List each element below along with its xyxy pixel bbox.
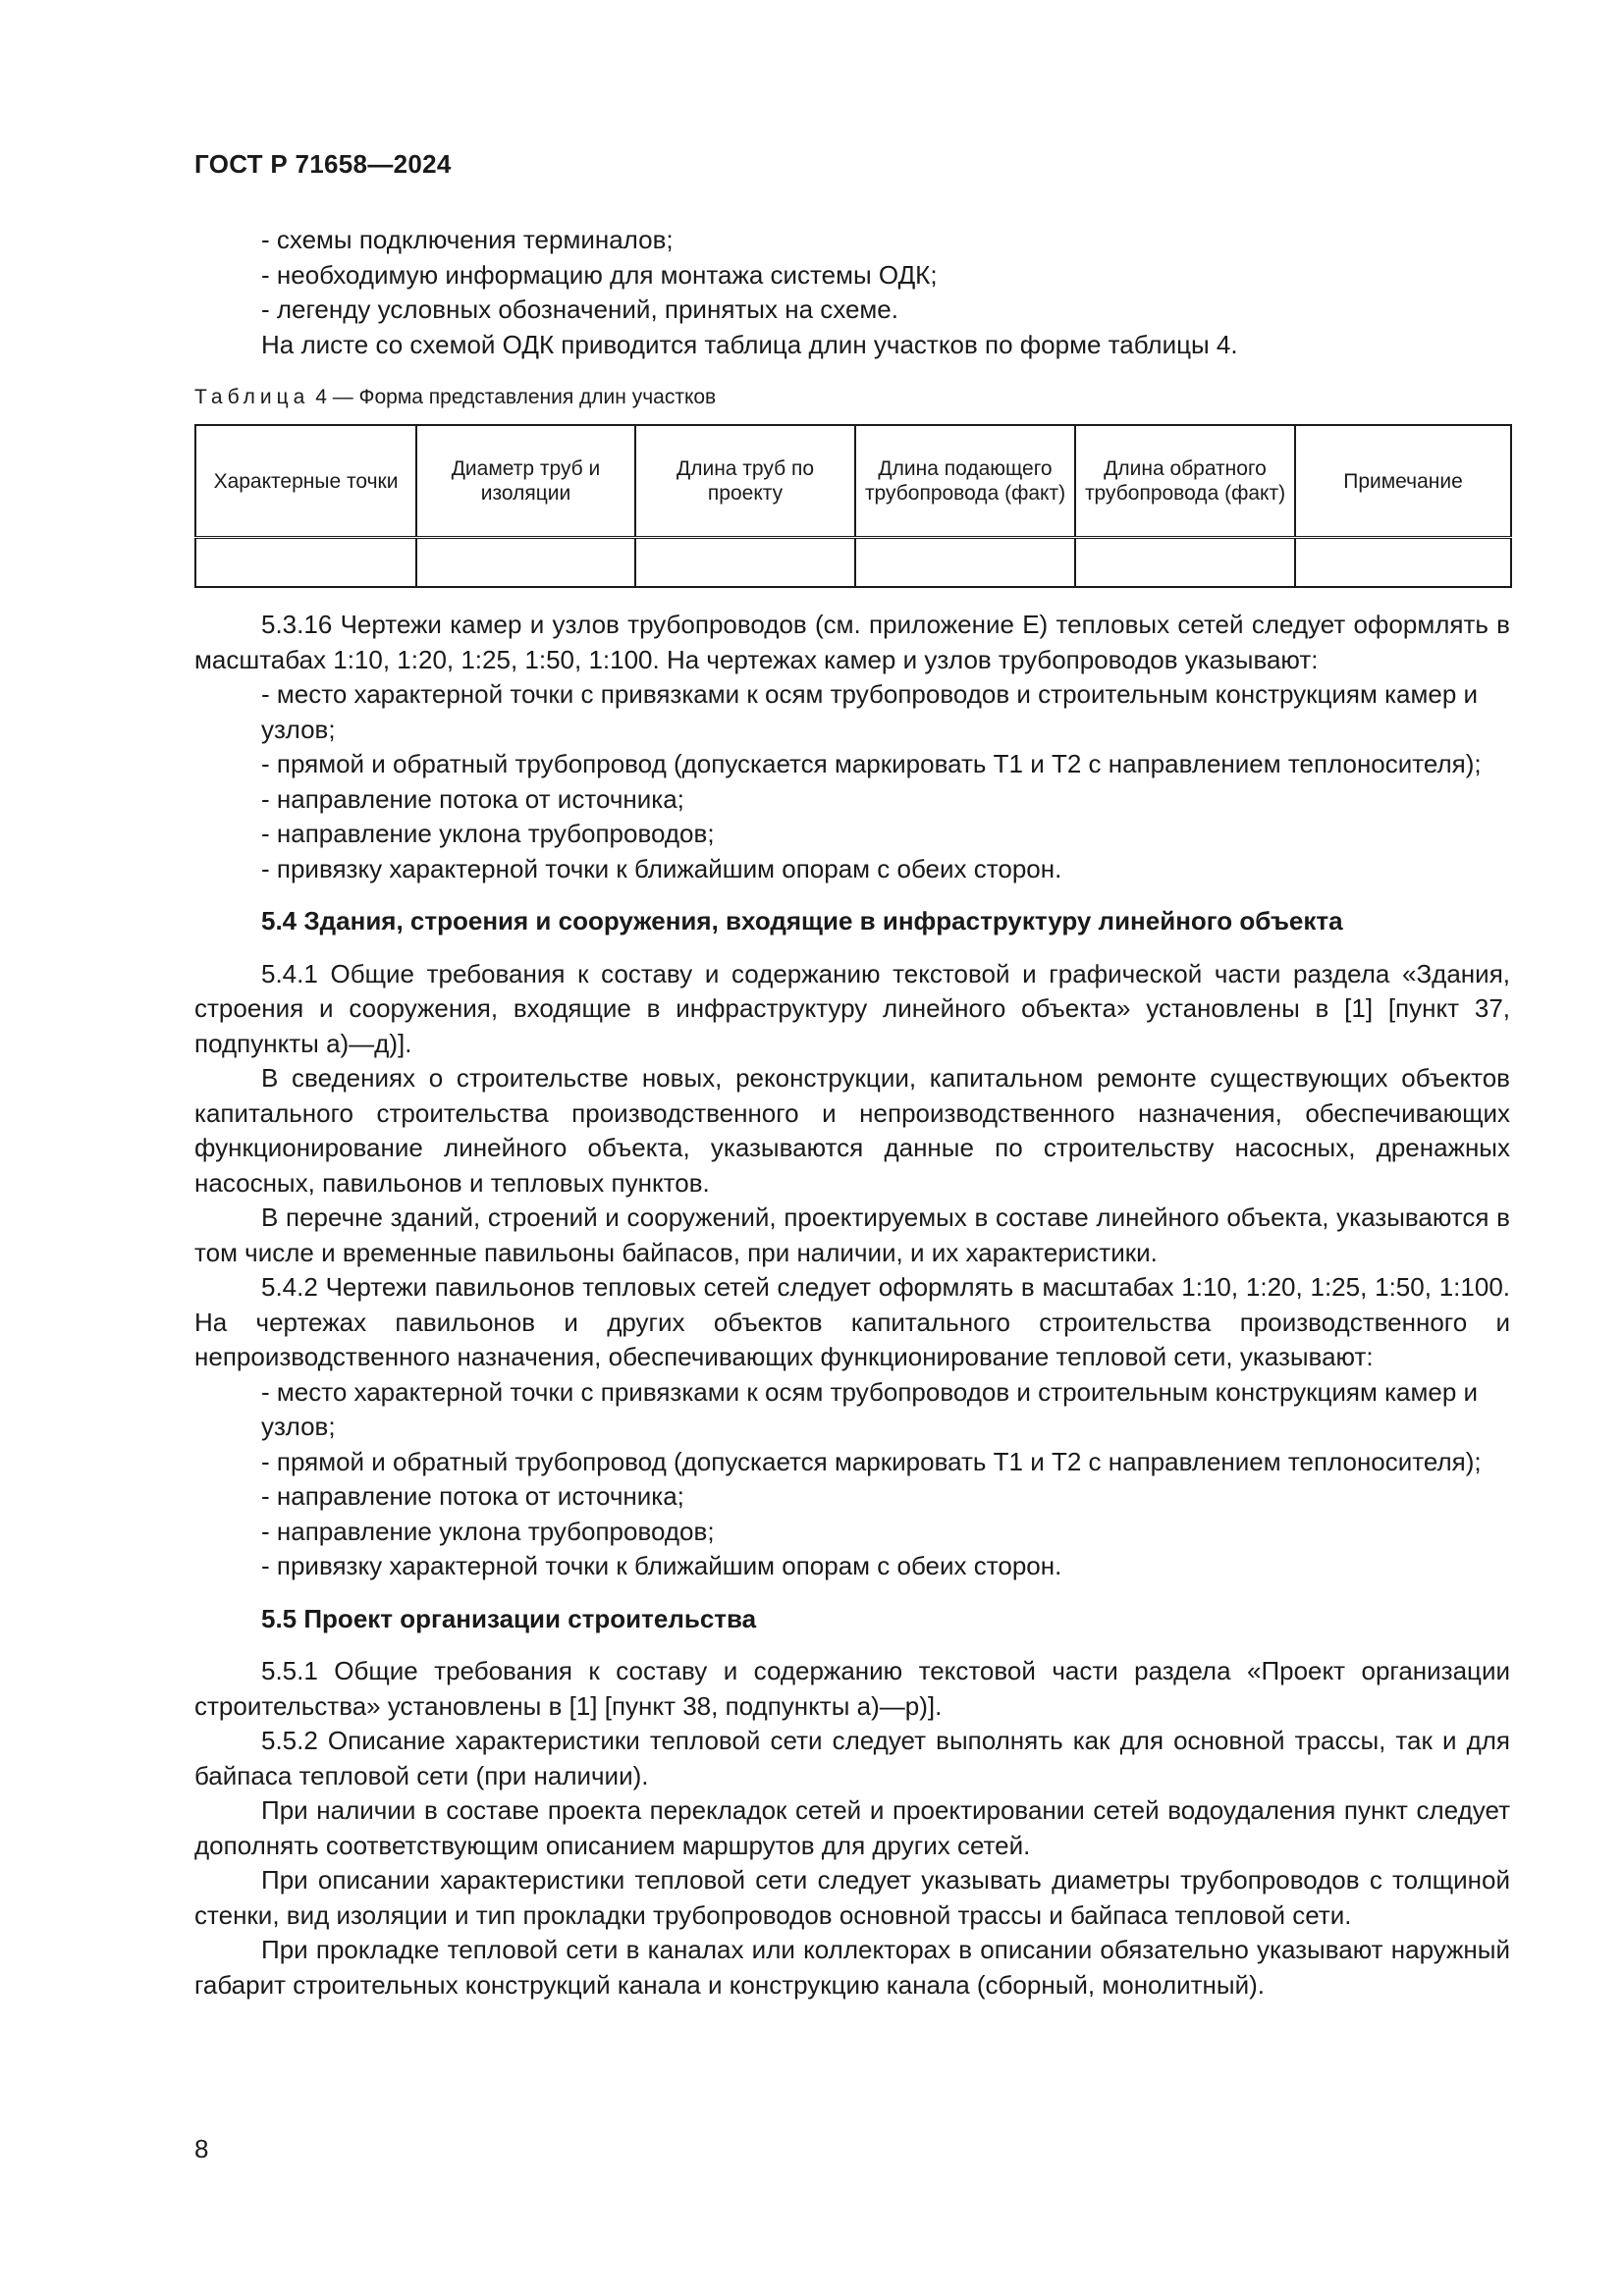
paragraph-5-4-1: 5.4.1 Общие требования к составу и содержанию текстовой и графической части раздела «Здания, строения и сооружения, входящие в инфраструктуру линейного объекта» установлены в [1] [пункт 37, подпункты а)—д)]. [194,958,1510,1058]
table-caption-text: 4 — Форма представления длин участков [315,386,717,408]
paragraph-5-5-2: 5.5.2 Описание характеристики тепловой сети следует выполнять как для основной трассы, так и для байпаса тепловой сети (при наличии). [194,1726,1510,1790]
list-item: - прямой и обратный трубопровод (допускается маркировать Т1 и Т2 с направлением теплоносителя); [261,1446,1482,1476]
paragraph-5-5-1: 5.5.1 Общие требования к составу и содержанию текстовой части раздела «Проект организации строительства» установлены в [1] [пункт 38, подпункты а)—р)]. [194,1656,1510,1721]
paragraph: В сведениях о строительстве новых, реконструкции, капитальном ремонте существующих объектов капитального строительства производственного и непроизводственного назначения, обеспечивающих функционирование линейного объекта, указываются данные по строительству насосных, дренажных насосных, павильонов и тепловых пунктов. [194,1063,1510,1198]
intro-item: - схемы подключения терминалов; [261,225,674,254]
paragraph-5-3-16: 5.3.16 Чертежи камер и узлов трубопроводов (см. приложение Е) тепловых сетей следует оформлять в масштабах 1:10, 1:20, 1:25, 1:50, 1:100. На чертежах камер и узлов трубопроводов указывают: [194,610,1510,674]
table-header-cell: Характерные точки [195,425,416,538]
list-item: - привязку характерной точки к ближайшим опорам с обеих сторон. [261,1551,1062,1580]
page-number: 8 [194,2134,209,2163]
paragraph: При наличии в составе проекта перекладок сетей и проектировании сетей водоудаления пункт следует дополнять соответствующим описанием маршрутов для других сетей. [194,1795,1510,1860]
paragraph: При прокладке тепловой сети в каналах или коллекторах в описании обязательно указывают наружный габарит строительных конструкций канала и конструкцию канала (сборный, монолитный). [194,1935,1510,2000]
table-header-row [195,425,1511,538]
paragraph: В перечне зданий, строений и сооружений, проектируемых в составе линейного объекта, указываются в том числе и временные павильоны байпасов, при наличии, и их характеристики. [194,1202,1510,1267]
section-heading-5-5: 5.5 Проект организации строительства [261,1603,757,1633]
list-item: - прямой и обратный трубопровод (допускается маркировать Т1 и Т2 с направлением теплоносителя); [261,749,1482,778]
table-cell [635,538,855,588]
list-item: - направление потока от источника; [261,783,684,814]
list-item: - направление уклона трубопроводов; [261,1516,715,1546]
table-header-cell: Примечание [1295,425,1511,538]
table-header-cell: Диаметр труб и изоляции [416,425,635,538]
table-caption-word: Таблица [194,386,310,408]
table-cell [195,538,416,588]
page-content [194,223,1510,2002]
intro-item: - необходимую информацию для монтажа системы ОДК; [261,259,938,290]
list-item: - направление потока от источника; [261,1481,684,1511]
paragraph-5-4-2: 5.4.2 Чертежи павильонов тепловых сетей следует оформлять в масштабах 1:10, 1:20, 1:25, 1:50, 1:100. На чертежах павильонов и других объектов капитального строительства производственного и непроизводственного назначения, обеспечивающих функционирование тепловой сети, указывают: [194,1272,1510,1371]
document-header: ГОСТ Р 71658—2024 [194,149,452,179]
table-cell [1295,538,1511,588]
list-item: - место характерной точки с привязками к осям трубопроводов и строительным конструкциям камер и узлов; [261,1376,1479,1441]
table-caption [194,384,1510,411]
table-header-cell: Длина обратного трубопровода (факт) [1075,425,1295,538]
table-header-cell: Длина труб по проекту [635,425,855,538]
intro-paragraph: На листе со схемой ОДК приводится таблица длин участков по форме таблицы 4. [261,329,1238,359]
intro-item: - легенду условных обозначений, принятых на схеме. [261,294,898,324]
table-cell [416,538,635,588]
table-row [195,538,1511,588]
table-cell [1075,538,1295,588]
table-header-cell: Длина подающего трубопровода (факт) [855,425,1075,538]
section-heading-5-4: 5.4 Здания, строения и сооружения, входящие в инфраструктуру линейного объекта [261,906,1343,935]
list-item: - привязку характерной точки к ближайшим опорам с обеих сторон. [261,853,1062,883]
list-item: - направление уклона трубопроводов; [261,819,715,848]
table-cell [855,538,1075,588]
paragraph: При описании характеристики тепловой сети следует указывать диаметры трубопроводов с толщиной стенки, вид изоляции и тип прокладки трубопроводов основной трассы и байпаса тепловой сети. [194,1865,1510,1930]
lengths-table [194,424,1512,588]
list-item: - место характерной точки с привязками к осям трубопроводов и строительным конструкциям камер и узлов; [261,679,1479,744]
